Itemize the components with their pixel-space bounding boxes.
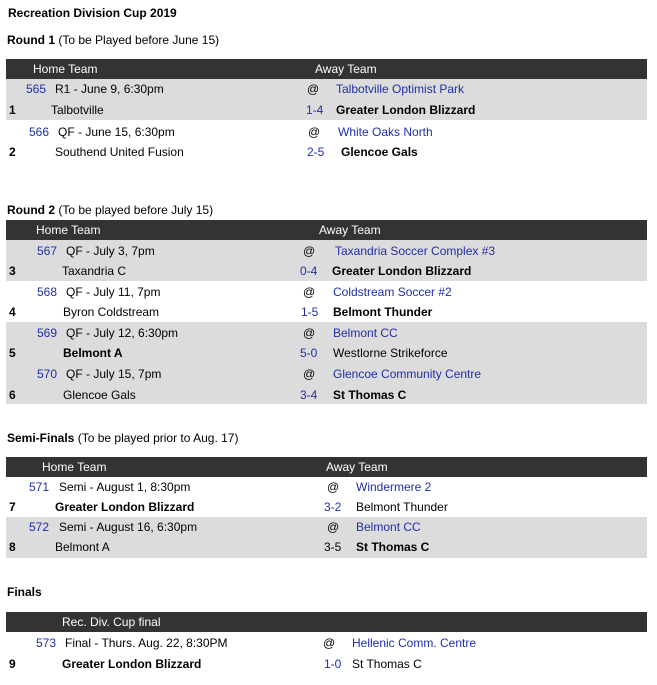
home-team: Talbotville [51, 103, 104, 117]
away-team-header: Away Team [315, 62, 377, 76]
at-symbol: @ [303, 367, 316, 381]
game-date: QF - July 12, 6:30pm [66, 326, 179, 340]
home-team-winner: Greater London Blizzard [62, 657, 202, 671]
away-team-winner: Greater London Blizzard [332, 264, 472, 278]
game-id-link[interactable]: 566 [29, 125, 50, 139]
round-2-header-bar [6, 220, 647, 240]
game-number: 3 [9, 264, 16, 278]
score: 3-4 [300, 388, 318, 402]
finals-heading [7, 585, 42, 599]
game-number: 1 [9, 103, 16, 117]
away-team: Westlorne Strikeforce [333, 346, 448, 360]
at-symbol: @ [303, 326, 316, 340]
venue-link[interactable]: White Oaks North [338, 125, 433, 139]
home-team-winner: Belmont A [63, 346, 123, 360]
away-team-winner: Glencoe Gals [341, 145, 418, 159]
round-note: (To be played before July 15) [58, 203, 214, 217]
game-date: QF - July 15, 7pm [66, 367, 162, 381]
at-symbol: @ [303, 285, 316, 299]
score: 2-5 [307, 145, 325, 159]
score: 1-5 [301, 305, 319, 319]
home-team: Southend United Fusion [55, 145, 184, 159]
at-symbol: @ [308, 125, 321, 139]
home-team-header: Home Team [36, 223, 101, 237]
round-name: Finals [7, 585, 42, 599]
away-team-winner: St Thomas C [333, 388, 407, 402]
game-date: QF - July 11, 7pm [66, 285, 161, 299]
away-team-header: Away Team [319, 223, 381, 237]
game-number: 6 [9, 388, 16, 402]
venue-link[interactable]: Belmont CC [356, 520, 421, 534]
away-team-winner: Greater London Blizzard [336, 103, 476, 117]
home-team: Glencoe Gals [63, 388, 136, 402]
game-id-link[interactable]: 569 [37, 326, 58, 340]
away-team-header: Away Team [326, 460, 388, 474]
game-date: QF - June 15, 6:30pm [58, 125, 175, 139]
round-1-heading [7, 33, 219, 47]
game-date: Semi - August 1, 8:30pm [59, 480, 191, 494]
game-id-link[interactable]: 572 [29, 520, 50, 534]
final-header: Rec. Div. Cup final [62, 615, 161, 629]
round-name: Semi-Finals [7, 431, 75, 445]
score: 0-4 [300, 264, 318, 278]
game-id-link[interactable]: 573 [36, 636, 57, 650]
score: 5-0 [300, 346, 318, 360]
home-team: Belmont A [55, 540, 110, 554]
game-number: 4 [9, 305, 16, 319]
venue-link[interactable]: Windermere 2 [356, 480, 432, 494]
home-team: Byron Coldstream [63, 305, 160, 319]
away-team-winner: St Thomas C [356, 540, 430, 554]
at-symbol: @ [327, 480, 340, 494]
finals-header-bar [6, 612, 647, 632]
venue-link[interactable]: Belmont CC [333, 326, 398, 340]
at-symbol: @ [303, 244, 316, 258]
score: 1-0 [324, 657, 342, 671]
score: 3-2 [324, 500, 342, 514]
game-date: R1 - June 9, 6:30pm [55, 82, 164, 96]
game-id-link[interactable]: 565 [26, 82, 47, 96]
game-date: QF - July 3, 7pm [66, 244, 155, 258]
at-symbol: @ [327, 520, 340, 534]
venue-link[interactable]: Talbotville Optimist Park [336, 82, 465, 96]
game-date: Semi - August 16, 6:30pm [59, 520, 198, 534]
round-2-heading [7, 203, 213, 217]
game-number: 9 [9, 657, 16, 671]
round-1-header-bar [6, 59, 647, 79]
away-team: St Thomas C [352, 657, 422, 671]
game-id-link[interactable]: 568 [37, 285, 58, 299]
game-id-link[interactable]: 570 [37, 367, 58, 381]
game-number: 5 [9, 346, 16, 360]
semi-finals-header-bar [6, 457, 647, 477]
game-date: Final - Thurs. Aug. 22, 8:30PM [65, 636, 228, 650]
venue-link[interactable]: Coldstream Soccer #2 [333, 285, 452, 299]
home-team: Taxandria C [62, 264, 127, 278]
game-id-link[interactable]: 567 [37, 244, 58, 258]
away-team-winner: Belmont Thunder [333, 305, 433, 319]
home-team-header: Home Team [42, 460, 107, 474]
round-note: (To be Played before June 15) [58, 33, 220, 47]
score: 3-5 [324, 540, 342, 554]
venue-link[interactable]: Hellenic Comm. Centre [352, 636, 477, 650]
venue-link[interactable]: Taxandria Soccer Complex #3 [335, 244, 496, 258]
score: 1-4 [306, 103, 324, 117]
home-team-header: Home Team [33, 62, 98, 76]
game-number: 7 [9, 500, 16, 514]
round-name: Round 2 [7, 203, 55, 217]
at-symbol: @ [323, 636, 336, 650]
page-title: Recreation Division Cup 2019 [8, 6, 177, 20]
round-name: Round 1 [7, 33, 55, 47]
at-symbol: @ [307, 82, 320, 96]
game-id-link[interactable]: 571 [29, 480, 50, 494]
round-note: (To be played prior to Aug. 17) [77, 431, 239, 445]
game-number: 8 [9, 540, 16, 554]
home-team-winner: Greater London Blizzard [55, 500, 195, 514]
away-team: Belmont Thunder [356, 500, 448, 514]
venue-link[interactable]: Glencoe Community Centre [333, 367, 482, 381]
semi-finals-heading [7, 431, 238, 445]
game-number: 2 [9, 145, 16, 159]
